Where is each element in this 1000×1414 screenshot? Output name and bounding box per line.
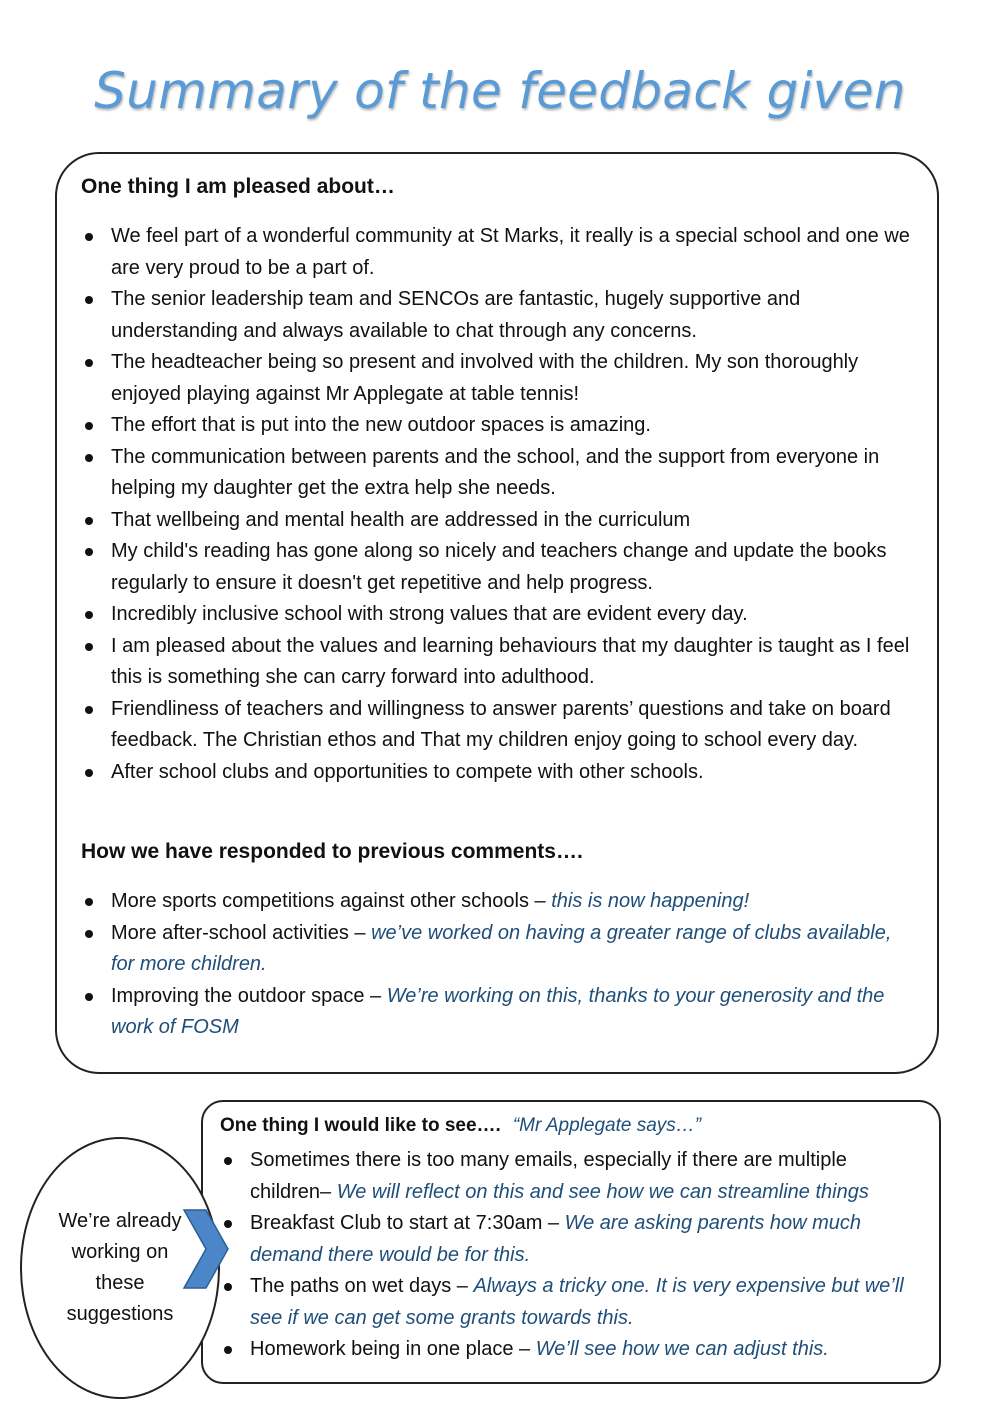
- bullet-icon: [224, 1346, 232, 1354]
- bullet-icon: [85, 422, 93, 430]
- response-text: this is now happening!: [551, 890, 750, 912]
- list-item: Friendliness of teachers and willingness to answer parents’ questions and take on board feedback. The Christian ethos and That my children enjoy going to school every day.: [81, 694, 917, 757]
- bullet-icon: [85, 643, 93, 651]
- bullet-icon: [224, 1157, 232, 1165]
- suggestions-list: [220, 1145, 930, 1366]
- bullet-icon: [85, 548, 93, 556]
- response-text: We are asking parents how much demand there would be for this.: [250, 1212, 862, 1266]
- list-item: More sports competitions against other schools – this is now happening!: [81, 886, 917, 918]
- bullet-icon: [85, 706, 93, 714]
- working-on-text: We’re already working on these suggestions: [58, 1210, 182, 1325]
- response-text: Always a tricky one. It is very expensive but we’ll see if we can get some grants towards this.: [250, 1275, 904, 1329]
- list-item: Breakfast Club to start at 7:30am – We are asking parents how much demand there would be for this.: [220, 1208, 930, 1271]
- pleased-list: [81, 221, 917, 788]
- bullet-icon: [85, 517, 93, 525]
- pleased-heading: One thing I am pleased about…: [81, 175, 395, 198]
- bullet-icon: [85, 454, 93, 462]
- bullet-icon: [85, 993, 93, 1001]
- list-item: The paths on wet days – Always a tricky one. It is very expensive but we’ll see if we can get some grants towards this.: [220, 1271, 930, 1334]
- list-item: After school clubs and opportunities to compete with other schools.: [81, 757, 917, 789]
- list-item: More after-school activities – we’ve worked on having a greater range of clubs available, for more children.: [81, 918, 917, 981]
- bullet-icon: [85, 233, 93, 241]
- list-item: The headteacher being so present and involved with the children. My son thoroughly enjoyed playing against Mr Applegate at table tennis!: [81, 347, 917, 410]
- bullet-icon: [85, 296, 93, 304]
- list-item: The communication between parents and the school, and the support from everyone in helping my daughter get the extra help she needs.: [81, 442, 917, 505]
- list-item: My child's reading has gone along so nicely and teachers change and update the books regularly to ensure it doesn't get repetitive and help progress.: [81, 536, 917, 599]
- response-text: we’ve worked on having a greater range of clubs available, for more children.: [111, 921, 892, 975]
- list-item: Homework being in one place – We’ll see how we can adjust this.: [220, 1334, 930, 1366]
- bullet-icon: [85, 898, 93, 906]
- suggestions-heading-title: One thing I would like to see….: [220, 1115, 501, 1136]
- list-item: Incredibly inclusive school with strong values that are evident every day.: [81, 599, 917, 631]
- list-item: I am pleased about the values and learning behaviours that my daughter is taught as I feel this is something she can carry forward into adulthood.: [81, 631, 917, 694]
- response-text: We’re working on this, thanks to your generosity and the work of FOSM: [111, 984, 885, 1038]
- suggestions-heading: [220, 1115, 701, 1137]
- list-item: The effort that is put into the new outdoor spaces is amazing.: [81, 410, 917, 442]
- page-title: Summary of the feedback given: [94, 62, 906, 120]
- bullet-icon: [85, 769, 93, 777]
- suggestions-heading-quote: “Mr Applegate says…”: [512, 1115, 702, 1136]
- chevron-right-icon: [182, 1208, 230, 1290]
- bullet-icon: [85, 611, 93, 619]
- list-item: We feel part of a wonderful community at St Marks, it really is a special school and one we are very proud to be a part of.: [81, 221, 917, 284]
- response-text: We’ll see how we can adjust this.: [535, 1338, 829, 1360]
- bullet-icon: [85, 359, 93, 367]
- list-item: That wellbeing and mental health are addressed in the curriculum: [81, 505, 917, 537]
- responded-list: [81, 886, 917, 1044]
- list-item: The senior leadership team and SENCOs are fantastic, hugely supportive and understanding and always available to chat through any concerns.: [81, 284, 917, 347]
- response-text: We will reflect on this and see how we can streamline things: [336, 1180, 869, 1203]
- responded-heading: How we have responded to previous comments….: [81, 840, 583, 863]
- list-item: Improving the outdoor space – We’re working on this, thanks to your generosity and the work of FOSM: [81, 981, 917, 1044]
- bullet-icon: [85, 930, 93, 938]
- list-item: Sometimes there is too many emails, especially if there are multiple children– We will reflect on this and see how we can streamline things: [220, 1145, 930, 1208]
